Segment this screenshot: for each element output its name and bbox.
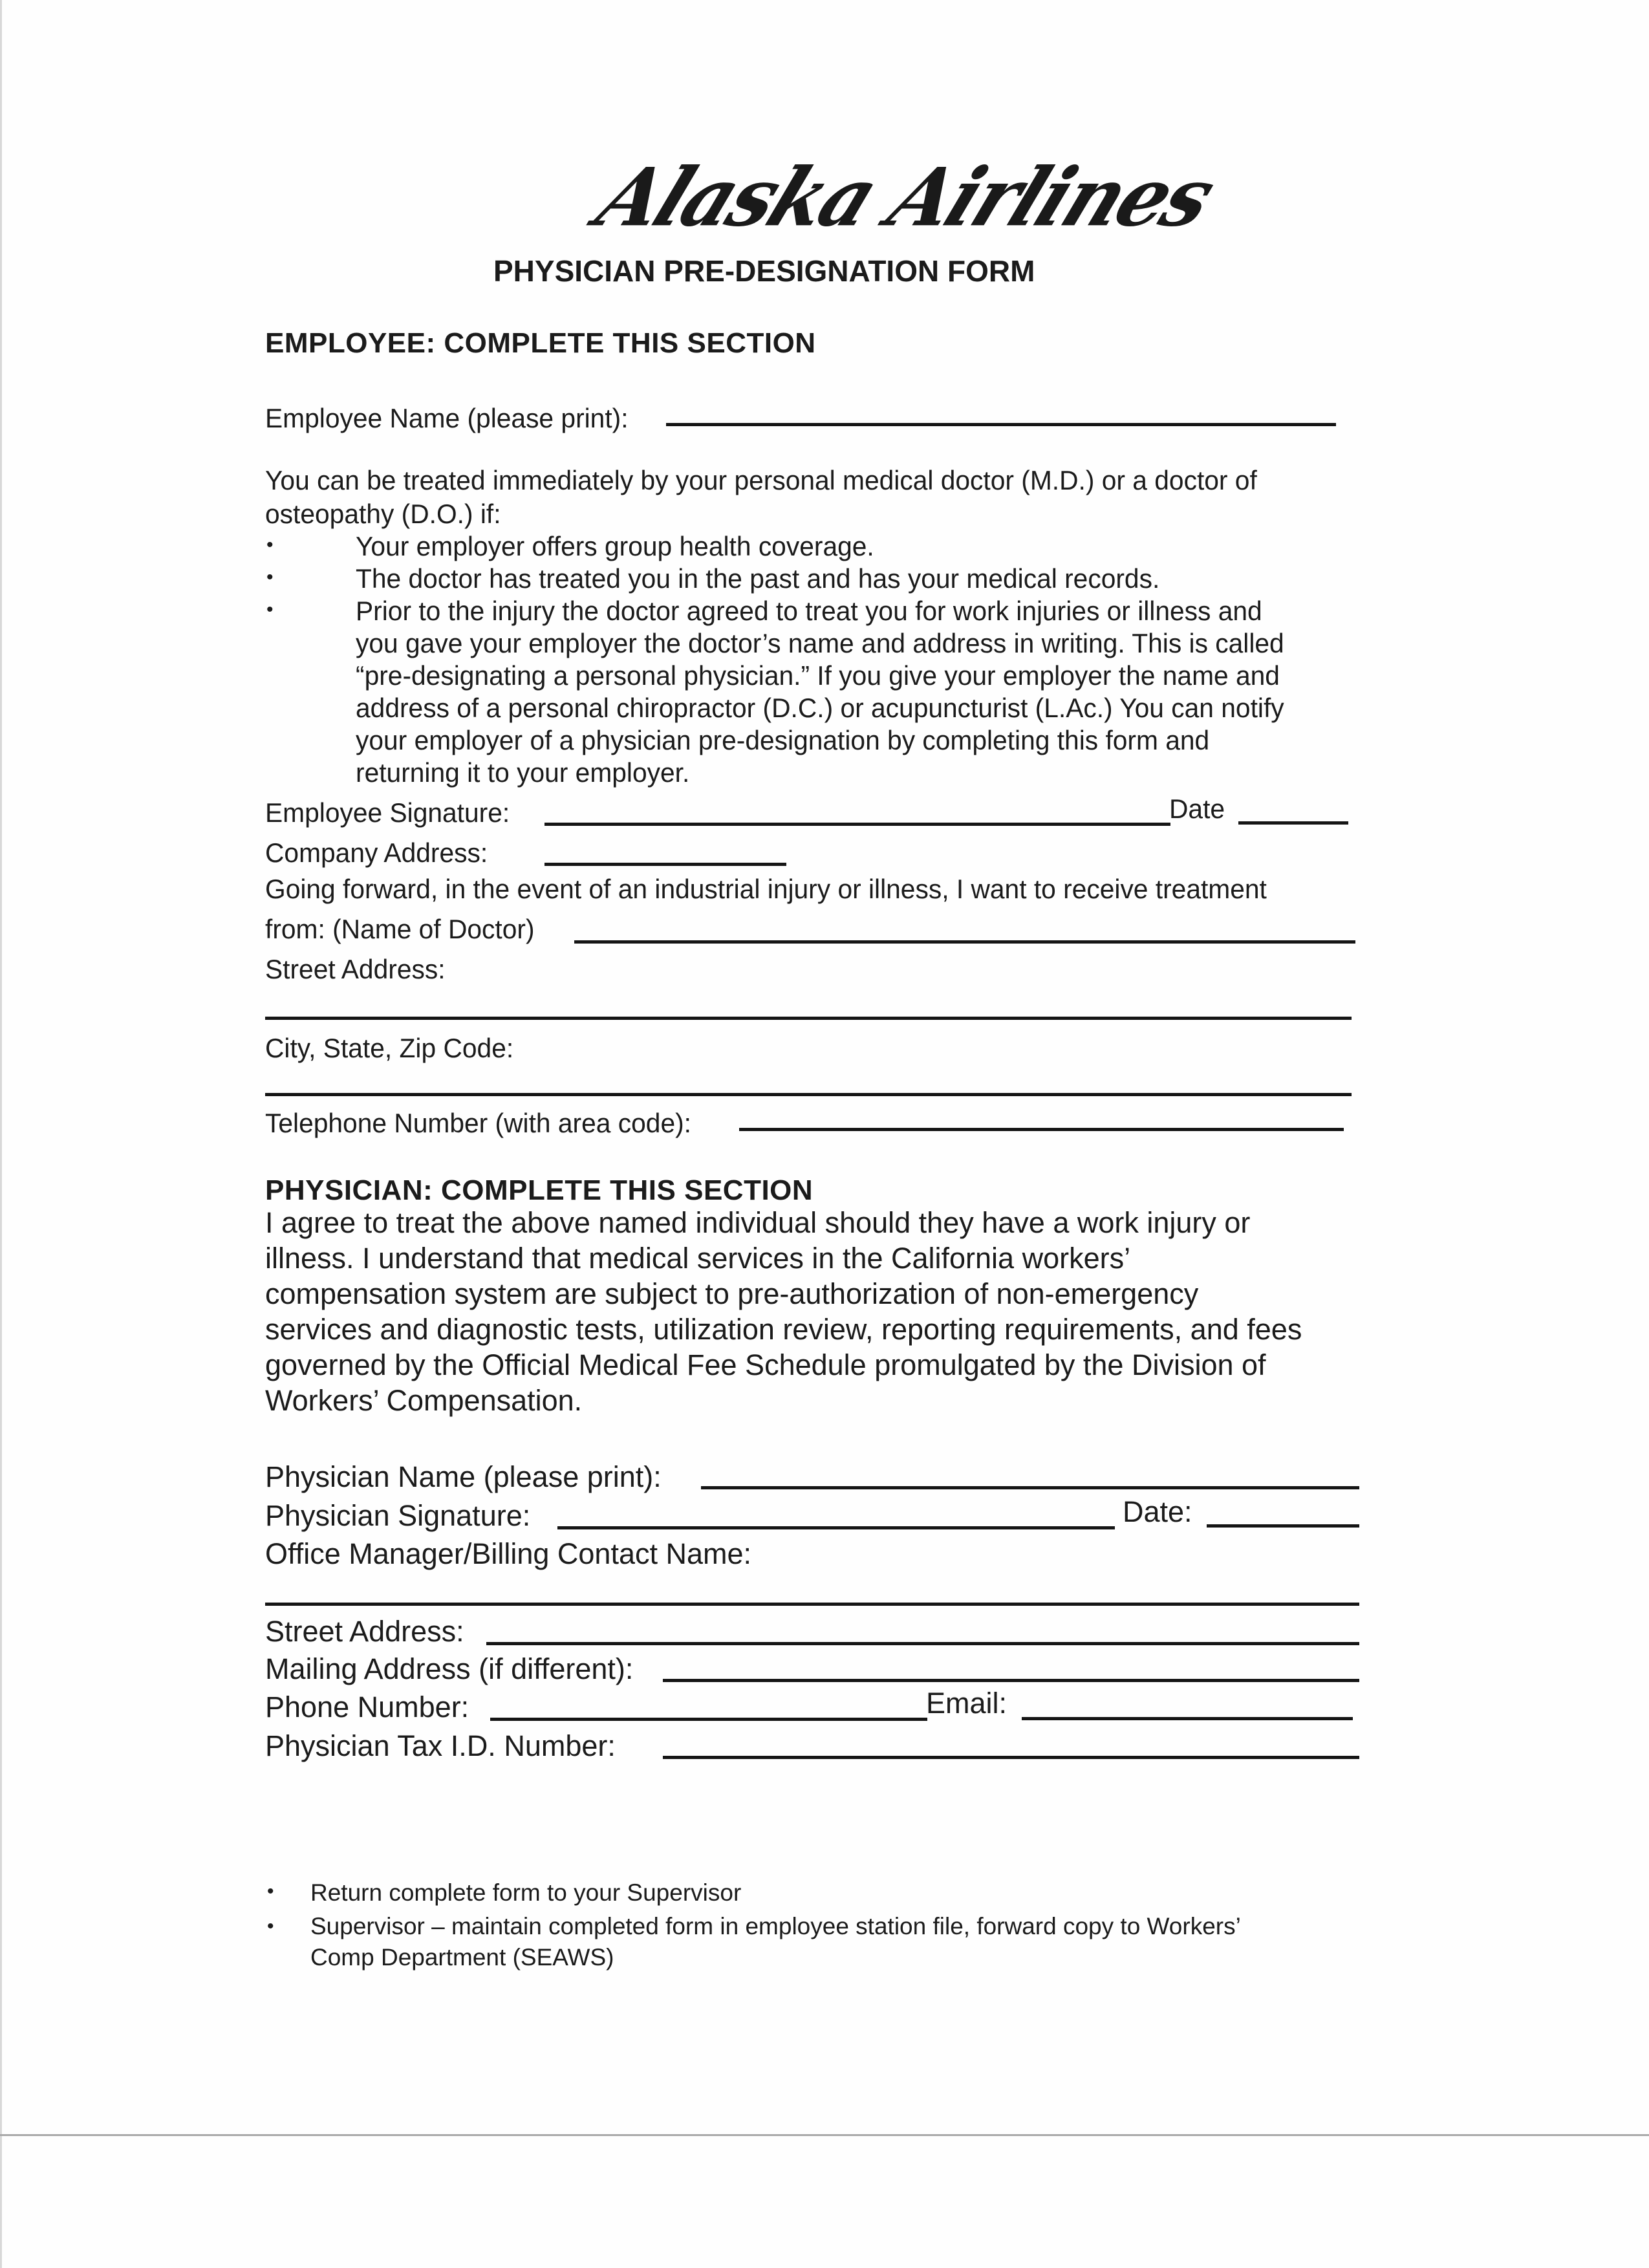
bullet-item-3-line-5: your employer of a physician pre-designation by completing this form and — [356, 725, 1210, 755]
mailing-address-field[interactable] — [663, 1679, 1359, 1682]
physician-paragraph-line-3: compensation system are subject to pre-authorization of non-emergency — [265, 1277, 1199, 1310]
bullet-item-3-line-1: Prior to the injury the doctor agreed to treat you for work injuries or illness and — [356, 596, 1262, 626]
office-manager-field[interactable] — [265, 1603, 1359, 1606]
bullet-icon: • — [267, 1881, 274, 1902]
going-forward-line-1: Going forward, in the event of an industrial injury or illness, I want to receive treatment — [265, 874, 1267, 904]
company-address-field[interactable] — [544, 863, 786, 866]
employee-name-label: Employee Name (please print): — [265, 403, 629, 433]
bullet-item-3-line-2: you gave your employer the doctor’s name and address in writing. This is called — [356, 628, 1284, 658]
telephone-field[interactable] — [739, 1128, 1344, 1131]
bullet-item-3-line-4: address of a personal chiropractor (D.C.) or acupuncturist (L.Ac.) You can notify — [356, 693, 1284, 723]
intro-line-2: osteopathy (D.O.) if: — [265, 499, 501, 529]
employee-date-field[interactable] — [1238, 821, 1348, 825]
city-state-zip-label: City, State, Zip Code: — [265, 1033, 514, 1063]
street-address-label: Street Address: — [265, 954, 446, 984]
bullet-item-3-line-3: “pre-designating a personal physician.” If you give your employer the name and — [356, 660, 1280, 691]
physician-paragraph-line-2: illness. I understand that medical services in the California workers’ — [265, 1242, 1131, 1275]
email-field[interactable] — [1022, 1717, 1353, 1720]
footer-note-1: Return complete form to your Supervisor — [310, 1879, 742, 1906]
telephone-label: Telephone Number (with area code): — [265, 1108, 691, 1138]
employee-section-heading: EMPLOYEE: COMPLETE THIS SECTION — [265, 327, 816, 359]
tax-id-label: Physician Tax I.D. Number: — [265, 1729, 616, 1762]
physician-paragraph-line-4: services and diagnostic tests, utilization review, reporting requirements, and fees — [265, 1313, 1302, 1346]
footer-note-2-line-2: Comp Department (SEAWS) — [310, 1944, 614, 1971]
street-address-field[interactable] — [265, 1017, 1352, 1020]
physician-paragraph-line-6: Workers’ Compensation. — [265, 1384, 583, 1417]
physician-paragraph-line-5: governed by the Official Medical Fee Schedule promulgated by the Division of — [265, 1348, 1266, 1381]
physician-name-field[interactable] — [701, 1486, 1359, 1489]
physician-name-label: Physician Name (please print): — [265, 1460, 662, 1493]
physician-street-address-label: Street Address: — [265, 1615, 464, 1648]
employee-signature-label: Employee Signature: — [265, 797, 510, 828]
bullet-icon: • — [266, 534, 274, 556]
phone-number-field[interactable] — [490, 1718, 927, 1721]
bullet-item-3-line-6: returning it to your employer. — [356, 757, 690, 788]
bullet-item-1: Your employer offers group health coverage. — [356, 531, 874, 561]
tax-id-field[interactable] — [663, 1756, 1359, 1759]
employee-date-label: Date — [1169, 794, 1225, 824]
physician-signature-field[interactable] — [557, 1526, 1115, 1529]
city-state-zip-field[interactable] — [265, 1093, 1352, 1096]
employee-name-field[interactable] — [666, 423, 1336, 426]
doctor-name-field[interactable] — [574, 940, 1355, 944]
physician-signature-label: Physician Signature: — [265, 1499, 531, 1532]
employee-signature-field[interactable] — [544, 823, 1170, 826]
scan-bottom-edge — [0, 2134, 1649, 2136]
footer-note-2-line-1: Supervisor – maintain completed form in employee station file, forward copy to Workers’ — [310, 1913, 1241, 1939]
physician-date-field[interactable] — [1207, 1524, 1359, 1528]
physician-street-address-field[interactable] — [486, 1642, 1359, 1645]
physician-paragraph-line-1: I agree to treat the above named individual should they have a work injury or — [265, 1206, 1251, 1239]
bullet-icon: • — [266, 567, 274, 588]
going-forward-line-2: from: (Name of Doctor) — [265, 914, 535, 944]
bullet-item-2: The doctor has treated you in the past and has your medical records. — [356, 563, 1160, 594]
alaska-airlines-logo: Alaska Airlines — [584, 149, 1227, 244]
email-label: Email: — [926, 1687, 1008, 1720]
scan-left-edge — [0, 0, 2, 2268]
mailing-address-label: Mailing Address (if different): — [265, 1652, 634, 1685]
physician-section-heading: PHYSICIAN: COMPLETE THIS SECTION — [265, 1174, 814, 1206]
form-title: PHYSICIAN PRE-DESIGNATION FORM — [493, 254, 1035, 288]
physician-date-label: Date: — [1123, 1495, 1192, 1528]
bullet-icon: • — [267, 1916, 274, 1937]
bullet-icon: • — [266, 599, 274, 620]
phone-number-label: Phone Number: — [265, 1690, 469, 1723]
company-address-label: Company Address: — [265, 837, 488, 868]
office-manager-label: Office Manager/Billing Contact Name: — [265, 1537, 752, 1570]
intro-line-1: You can be treated immediately by your personal medical doctor (M.D.) or a doctor of — [265, 465, 1257, 495]
